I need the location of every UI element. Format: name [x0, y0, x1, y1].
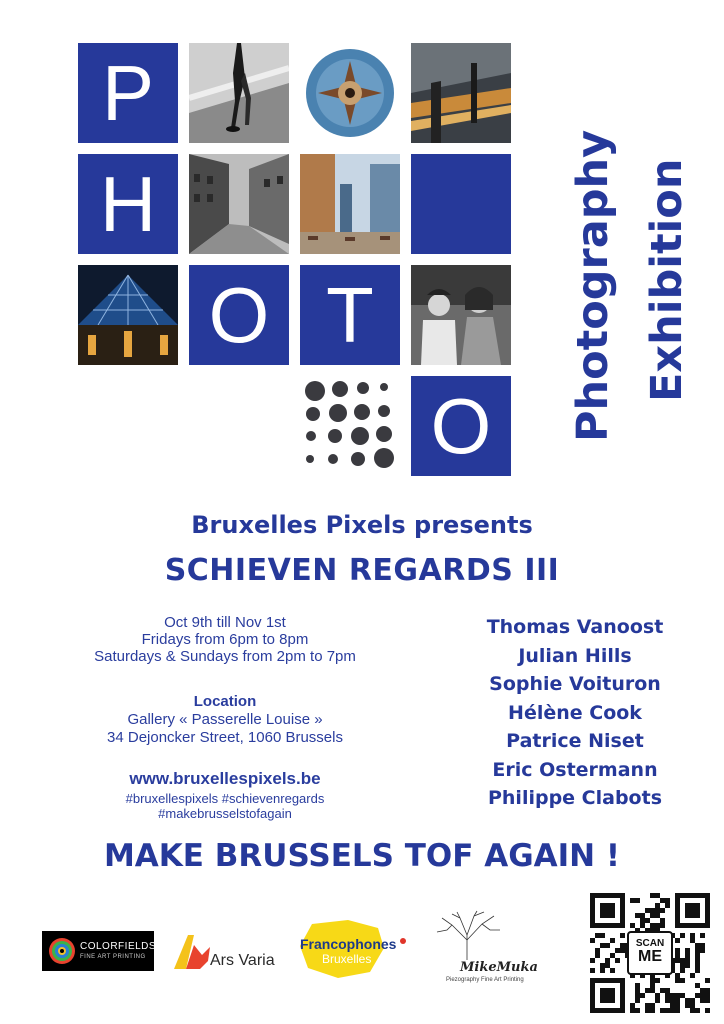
francophones-line1: Francophones: [300, 936, 397, 952]
letter-tile-o-2: O: [411, 376, 511, 476]
francophones-bruxelles-logo: [292, 918, 410, 980]
ars-varia-name: Ars Varia: [210, 952, 275, 969]
website-link[interactable]: www.bruxellespixels.be: [129, 769, 321, 788]
artist-name: Hélène Cook: [508, 701, 642, 724]
artist-list: [470, 613, 680, 813]
letter-tile-o: O: [189, 265, 289, 365]
letter-tile-p: P: [78, 43, 178, 143]
photo-two-girls-bw: [411, 265, 511, 365]
schedule: [60, 614, 390, 665]
schedule-weekends: Saturdays & Sundays from 2pm to 7pm: [94, 648, 356, 665]
artist-name: Patrice Niset: [506, 730, 644, 752]
ars-varia-mark-icon: [172, 931, 212, 971]
dot-pattern-tile: [300, 376, 400, 476]
mikemuka-sub: Piezography Fine Art Printing: [446, 977, 524, 983]
event-title: SCHIEVEN REGARDS III: [164, 553, 560, 588]
photo-city-motion: [411, 43, 511, 143]
slogan: MAKE BRUSSELS TOF AGAIN !: [103, 838, 621, 874]
artist-name: Thomas Vanoost: [486, 616, 664, 638]
letter-tile-t: T: [300, 265, 400, 365]
mikemuka-name: MikeMuka: [460, 960, 538, 975]
side-title: [564, 30, 704, 445]
blank-tile: [411, 154, 511, 254]
photo-plaza-buildings: [300, 154, 400, 254]
hashtags: #bruxellespixels #schievenregards #makebrusselstofagain: [125, 791, 325, 821]
colorfields-name: COLORFIELDS: [80, 941, 157, 952]
artist-name: Eric Ostermann: [492, 758, 658, 781]
location: [60, 711, 390, 747]
artist-name: Philippe Clabots: [487, 787, 662, 809]
star-icon: [398, 936, 408, 946]
letter-tile-h: H: [78, 154, 178, 254]
qr-code[interactable]: [590, 893, 710, 1013]
schedule-dates: Oct 9th till Nov 1st: [164, 614, 286, 631]
schedule-fridays: Fridays from 6pm to 8pm: [141, 631, 309, 648]
photo-glass-dome: [78, 265, 178, 365]
photo-street-bw: [189, 154, 289, 254]
side-title-exhibition: Exhibition: [642, 158, 692, 402]
side-title-photography: Photography: [568, 129, 618, 442]
francophones-line2: Bruxelles: [322, 952, 372, 966]
location-address: 34 Dejoncker Street, 1060 Brussels: [107, 729, 343, 746]
location-label: Location: [193, 693, 257, 710]
qr-scan-label: [627, 931, 673, 975]
colorfields-logo: [42, 931, 157, 971]
artist-name: Julian Hills: [518, 644, 632, 667]
photo-walking-legs: [189, 43, 289, 143]
presents-line: Bruxelles Pixels presents: [191, 511, 533, 539]
artist-name: Sophie Voituron: [489, 673, 661, 695]
photo-kaleidoscope: [300, 43, 400, 143]
tree-icon: [432, 910, 502, 960]
qr-me-text: ME: [638, 948, 662, 965]
colorfields-sub: FINE ART PRINTING: [80, 954, 146, 960]
mikemuka-logo: [428, 910, 543, 985]
ars-varia-logo: [172, 931, 282, 976]
qr-scan-text: SCAN: [635, 938, 665, 949]
location-venue: Gallery « Passerelle Louise »: [127, 711, 323, 728]
